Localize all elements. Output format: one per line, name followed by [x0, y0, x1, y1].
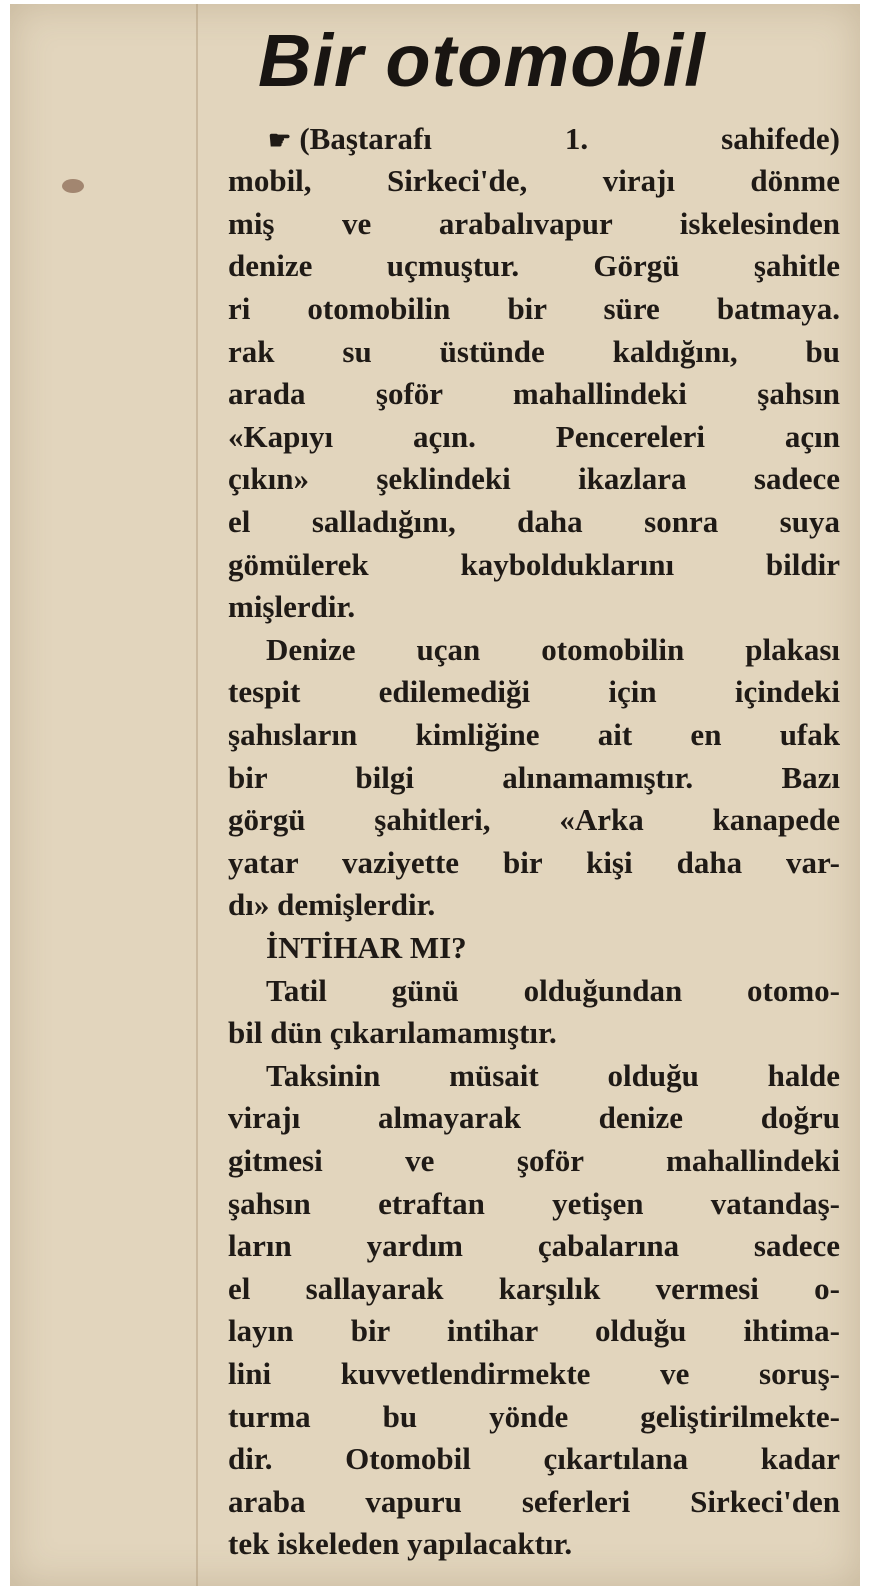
- headline: Bir otomobil: [258, 19, 706, 102]
- text-line: ri otomobilin bir süre batmaya.: [228, 291, 840, 327]
- text-line: şahısların kimliğine ait en ufak: [228, 717, 840, 752]
- paragraph-2: [228, 629, 840, 927]
- text-line: bir bilgi alınamamıştır. Bazı: [228, 759, 840, 795]
- paragraph-3: [228, 970, 840, 1055]
- continuation-text: (Baştarafı 1. sahifede): [299, 120, 840, 156]
- text-line: Denize uçan otomobilin plakası: [266, 631, 840, 667]
- text-line: el sallayarak karşılık vermesi o-: [228, 1270, 840, 1306]
- text-line: çıkın» şeklindeki ikazlara sadece: [228, 461, 840, 497]
- text-line: ların yardım çabalarına sadece: [228, 1228, 840, 1264]
- text-line: gitmesi ve şoför mahallindeki: [228, 1142, 840, 1178]
- text-line: görgü şahitleri, «Arka kanapede: [228, 802, 840, 838]
- text-line: dı» demişlerdir.: [228, 887, 436, 923]
- subheading: İNTİHAR MI?: [266, 929, 467, 965]
- text-line: mişlerdir.: [228, 589, 356, 625]
- text-line: turma bu yönde geliştirilmekte-: [228, 1398, 840, 1434]
- text-line: virajı almayarak denize doğru: [228, 1100, 840, 1136]
- pointing-hand-icon: ☛: [268, 125, 292, 155]
- text-line: rak su üstünde kaldığını, bu: [228, 333, 840, 369]
- paragraph-4: [228, 1055, 840, 1566]
- text-line: Tatil günü olduğundan otomo-: [266, 972, 840, 1008]
- text-line: mobil, Sirkeci'de, virajı dönme: [228, 163, 840, 199]
- text-line: «Kapıyı açın. Pencereleri açın: [228, 418, 840, 454]
- text-line: tespit edilemediği için içindeki: [228, 674, 840, 710]
- paragraph-1: [228, 160, 840, 629]
- text-line: şahsın etraftan yetişen vatandaş-: [228, 1185, 840, 1221]
- text-line: miş ve arabalıvapur iskelesinden: [228, 205, 840, 241]
- fold-crease: [196, 4, 198, 1586]
- text-line: el salladığını, daha sonra suya: [228, 504, 840, 540]
- ink-stain: [62, 179, 84, 193]
- newspaper-clipping: [10, 4, 860, 1586]
- text-line: araba vapuru seferleri Sirkeci'den: [228, 1483, 840, 1519]
- text-line: gömülerek kaybolduklarını bildir: [228, 546, 840, 582]
- text-line: bil dün çıkarılamamıştır.: [228, 1015, 557, 1051]
- text-line: tek iskeleden yapılacaktır.: [228, 1526, 573, 1562]
- continuation-line: [228, 118, 840, 161]
- text-line: lini kuvvetlendirmekte ve soruş-: [228, 1355, 840, 1391]
- text-line: yatar vaziyette bir kişi daha var-: [228, 844, 840, 880]
- text-line: Taksinin müsait olduğu halde: [266, 1057, 840, 1093]
- text-line: arada şoför mahallindeki şahsın: [228, 376, 840, 412]
- text-line: layın bir intihar olduğu ihtima-: [228, 1313, 840, 1349]
- text-line: dir. Otomobil çıkartılana kadar: [228, 1441, 840, 1477]
- text-line: denize uçmuştur. Görgü şahitle: [228, 248, 840, 284]
- article: [228, 19, 840, 1566]
